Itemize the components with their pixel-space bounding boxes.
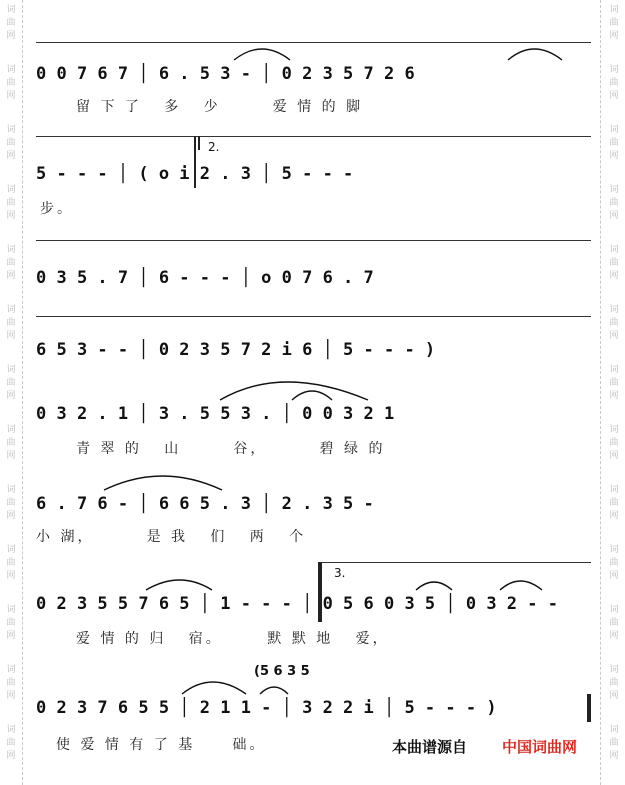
watermark-text: 词 曲 网 — [609, 5, 619, 41]
watermark-text: 词 曲 网 — [6, 305, 16, 341]
notation-line: 5 - - - │ ( o i 2 . 3 │ 5 - - - — [36, 164, 354, 184]
lyrics-line: 步。 — [40, 201, 74, 217]
watermark-text: 词 曲 网 — [609, 725, 619, 761]
right-watermark-column — [600, 0, 625, 785]
slur-arcs — [22, 0, 601, 785]
watermark-text: 词 曲 网 — [6, 125, 16, 161]
notation-line: 6 5 3 - - │ 0 2 3 5 7 2 i 6 │ 5 - - - ) — [36, 340, 436, 360]
lyrics-line: 青 翠 的 山 谷， 碧 绿 的 — [76, 441, 386, 457]
volta-label: 2. — [208, 140, 220, 154]
notation-line: 0 3 5 . 7 │ 6 - - - │ o 0 7 6 . 7 — [36, 268, 374, 288]
watermark-text: 词 曲 网 — [609, 665, 619, 701]
watermark-text: 词 曲 网 — [6, 545, 16, 581]
watermark-text: 词 曲 网 — [609, 305, 619, 341]
grace-notes: (5 6 3 5 — [254, 664, 310, 679]
left-watermark-column — [0, 0, 23, 785]
watermark-text: 词 曲 网 — [609, 605, 619, 641]
notation-line: 0 0 7 6 7 │ 6 . 5 3 - │ 0 2 3 5 7 2 6 — [36, 64, 415, 84]
music-score — [22, 0, 601, 785]
watermark-text: 词 曲 网 — [6, 725, 16, 761]
watermark-text: 词 曲 网 — [6, 605, 16, 641]
watermark-text: 词 曲 网 — [609, 485, 619, 521]
watermark-text: 词 曲 网 — [6, 5, 16, 41]
watermark-text: 词 曲 网 — [6, 665, 16, 701]
watermark-text: 词 曲 网 — [6, 425, 16, 461]
watermark-text: 词 曲 网 — [609, 365, 619, 401]
notation-line: 6 . 7 6 - │ 6 6 5 . 3 │ 2 . 3 5 - — [36, 494, 374, 514]
site-name: 中国词曲网 — [502, 738, 578, 756]
watermark-text: 词 曲 网 — [6, 245, 16, 281]
watermark-text: 词 曲 网 — [6, 185, 16, 221]
watermark-text: 词 曲 网 — [609, 185, 619, 221]
lyrics-line: 留 下 了 多 少 爱 情 的 脚 — [76, 99, 364, 115]
watermark-text: 词 曲 网 — [6, 65, 16, 101]
watermark-text: 词 曲 网 — [609, 65, 619, 101]
watermark-text: 词 曲 网 — [609, 125, 619, 161]
notation-line: 0 2 3 7 6 5 5 │ 2 1 1 - │ 3 2 2 i │ 5 - - - ) — [36, 698, 497, 718]
lyrics-line: 使 爱 情 有 了 基 础。 — [56, 737, 267, 753]
watermark-text: 词 曲 网 — [609, 425, 619, 461]
lyrics-line: 爱 情 的 归 宿。 默 默 地 爱， — [76, 631, 390, 647]
notation-line: 0 2 3 5 5 7 6 5 │ 1 - - - │ 0 5 6 0 3 5 │ 0 3 2 - - — [36, 594, 558, 614]
watermark-text: 词 曲 网 — [609, 245, 619, 281]
volta-label: 3. — [334, 566, 346, 580]
lyrics-line: 小 湖， 是 我 们 两 个 — [36, 529, 307, 545]
source-label: 本曲谱源自 — [392, 738, 468, 756]
notation-line: 0 3 2 . 1 │ 3 . 5 5 3 . │ 0 0 3 2 1 — [36, 404, 395, 424]
watermark-text: 词 曲 网 — [6, 365, 16, 401]
watermark-text: 词 曲 网 — [609, 545, 619, 581]
watermark-text: 词 曲 网 — [6, 485, 16, 521]
